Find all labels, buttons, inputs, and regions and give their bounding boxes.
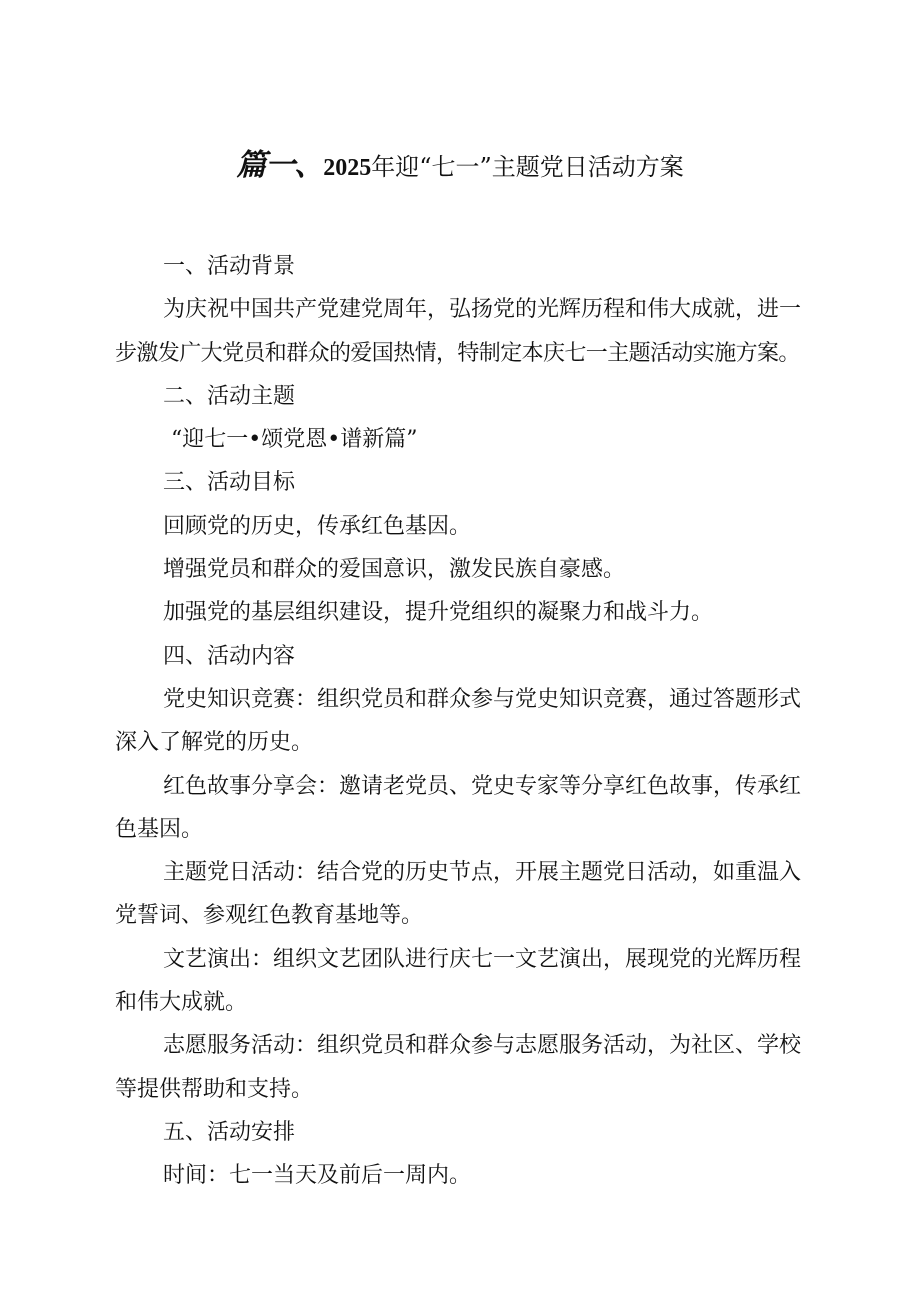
document-title bbox=[0, 148, 920, 186]
paragraph-line: 深入了解党的历史。 bbox=[115, 730, 314, 756]
paragraph-line: 步激发广大党员和群众的爱国热情，特制定本庆七一主题活动实施方案。 bbox=[115, 340, 800, 366]
section-heading-schedule: 五、活动安排 bbox=[163, 1119, 296, 1145]
title-year: 2025 bbox=[323, 155, 372, 181]
goal-item: 加强党的基层组织建设，提升党组织的凝聚力和战斗力。 bbox=[163, 600, 714, 626]
paragraph-line: 为庆祝中国共产党建党周年，弘扬党的光辉历程和伟大成就，进一 bbox=[163, 297, 802, 323]
paragraph-line: 色基因。 bbox=[115, 816, 204, 842]
paragraph-line: 和伟大成就。 bbox=[115, 990, 248, 1016]
theme-slogan: “迎七一•颂党恩•谱新篇” bbox=[171, 427, 418, 453]
paragraph-line: 主题党日活动：结合党的历史节点，开展主题党日活动，如重温入 bbox=[163, 860, 802, 886]
paragraph-line: 文艺演出：组织文艺团队进行庆七一文艺演出，展现党的光辉历程 bbox=[163, 946, 802, 972]
section-heading-background: 一、活动背景 bbox=[163, 254, 296, 279]
paragraph-line: 红色故事分享会：邀请老党员、党史专家等分享红色故事，传承红 bbox=[163, 773, 802, 799]
goal-item: 回顾党的历史，传承红色基因。 bbox=[163, 513, 472, 539]
goal-item: 增强党员和群众的爱国意识，激发民族自豪感。 bbox=[163, 557, 626, 583]
paragraph-line: 时间：七一当天及前后一周内。 bbox=[163, 1163, 472, 1189]
document-body bbox=[115, 245, 835, 1198]
paragraph-line: 志愿服务活动：组织党员和群众参与志愿服务活动，为社区、学校 bbox=[163, 1033, 802, 1059]
paragraph-line: 等提供帮助和支持。 bbox=[115, 1076, 314, 1102]
section-heading-theme: 二、活动主题 bbox=[163, 383, 296, 409]
paragraph-line: 党史知识竞赛：组织党员和群众参与党史知识竞赛，通过答题形式 bbox=[163, 686, 802, 712]
paragraph-line: 党誓词、参观红色教育基地等。 bbox=[115, 903, 424, 929]
section-heading-content: 四、活动内容 bbox=[163, 643, 296, 669]
title-text: 年迎“七一”主题党日活动方案 bbox=[371, 153, 684, 181]
title-prefix: 篇一、 bbox=[236, 148, 324, 183]
section-heading-goals: 三、活动目标 bbox=[163, 470, 296, 496]
